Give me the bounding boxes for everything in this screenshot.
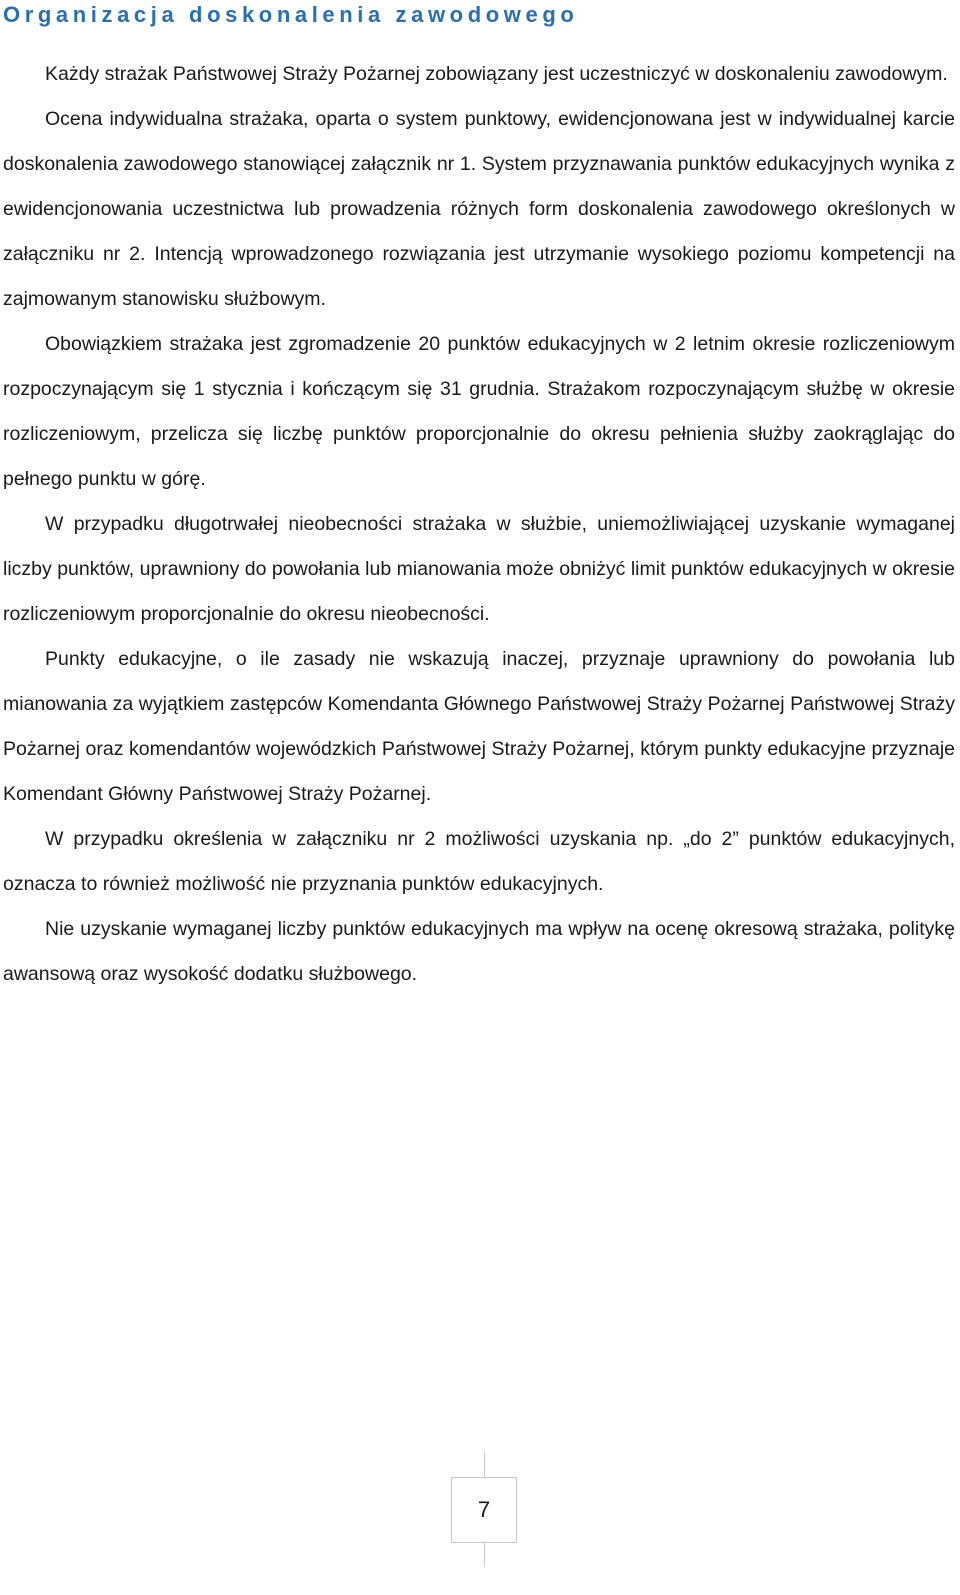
page-number: 7	[451, 1477, 517, 1543]
page-number-rule-top	[484, 1452, 485, 1477]
paragraph: Nie uzyskanie wymaganej liczby punktów edukacyjnych ma wpływ na ocenę okresową strażaka, politykę awansową oraz wysokość dodatku służbowego.	[3, 918, 955, 985]
paragraph: Ocena indywidualna strażaka, oparta o system punktowy, ewidencjonowana jest w indywidualnej karcie doskonalenia zawodowego stanowiącej załącznik nr 1. System przyznawania punktów edukacyjnych wynika z ewidencjonowania uczestnictwa lub prowadzenia różnych form doskonalenia zawodowego określonych w załączniku nr 2. Intencją wprowadzonego rozwiązania jest utrzymanie wysokiego poziomu kompetencji na zajmowanym stanowisku służbowym.	[3, 108, 955, 310]
section-heading: Organizacja doskonalenia zawodowego	[3, 2, 579, 27]
page-number-rule-bottom	[484, 1543, 485, 1567]
paragraph: Punkty edukacyjne, o ile zasady nie wskazują inaczej, przyznaje uprawniony do powołania lub mianowania za wyjątkiem zastępców Komendanta Głównego Państwowej Straży Pożarnej Państwowej Straży Pożarnej oraz komendantów wojewódzkich Państwowej Straży Pożarnej, którym punkty edukacyjne przyznaje Komendant Główny Państwowej Straży Pożarnej.	[3, 648, 955, 805]
paragraph: Każdy strażak Państwowej Straży Pożarnej zobowiązany jest uczestniczyć w doskonaleniu zawodowym.	[45, 63, 948, 85]
paragraph: W przypadku określenia w załączniku nr 2 możliwości uzyskania np. „do 2” punktów edukacyjnych, oznacza to również możliwość nie przyznania punktów edukacyjnych.	[3, 828, 955, 895]
paragraph: W przypadku długotrwałej nieobecności strażaka w służbie, uniemożliwiającej uzyskanie wymaganej liczby punktów, uprawniony do powołania lub mianowania może obniżyć limit punktów edukacyjnych w okresie rozliczeniowym proporcjonalnie do okresu nieobecności.	[3, 513, 955, 625]
body-text	[3, 52, 955, 997]
paragraph: Obowiązkiem strażaka jest zgromadzenie 20 punktów edukacyjnych w 2 letnim okresie rozliczeniowym rozpoczynającym się 1 stycznia i kończącym się 31 grudnia. Strażakom rozpoczynającym służbę w okresie rozliczeniowym, przelicza się liczbę punktów proporcjonalnie do okresu pełnienia służby zaokrąglając do pełnego punktu w górę.	[3, 333, 955, 490]
